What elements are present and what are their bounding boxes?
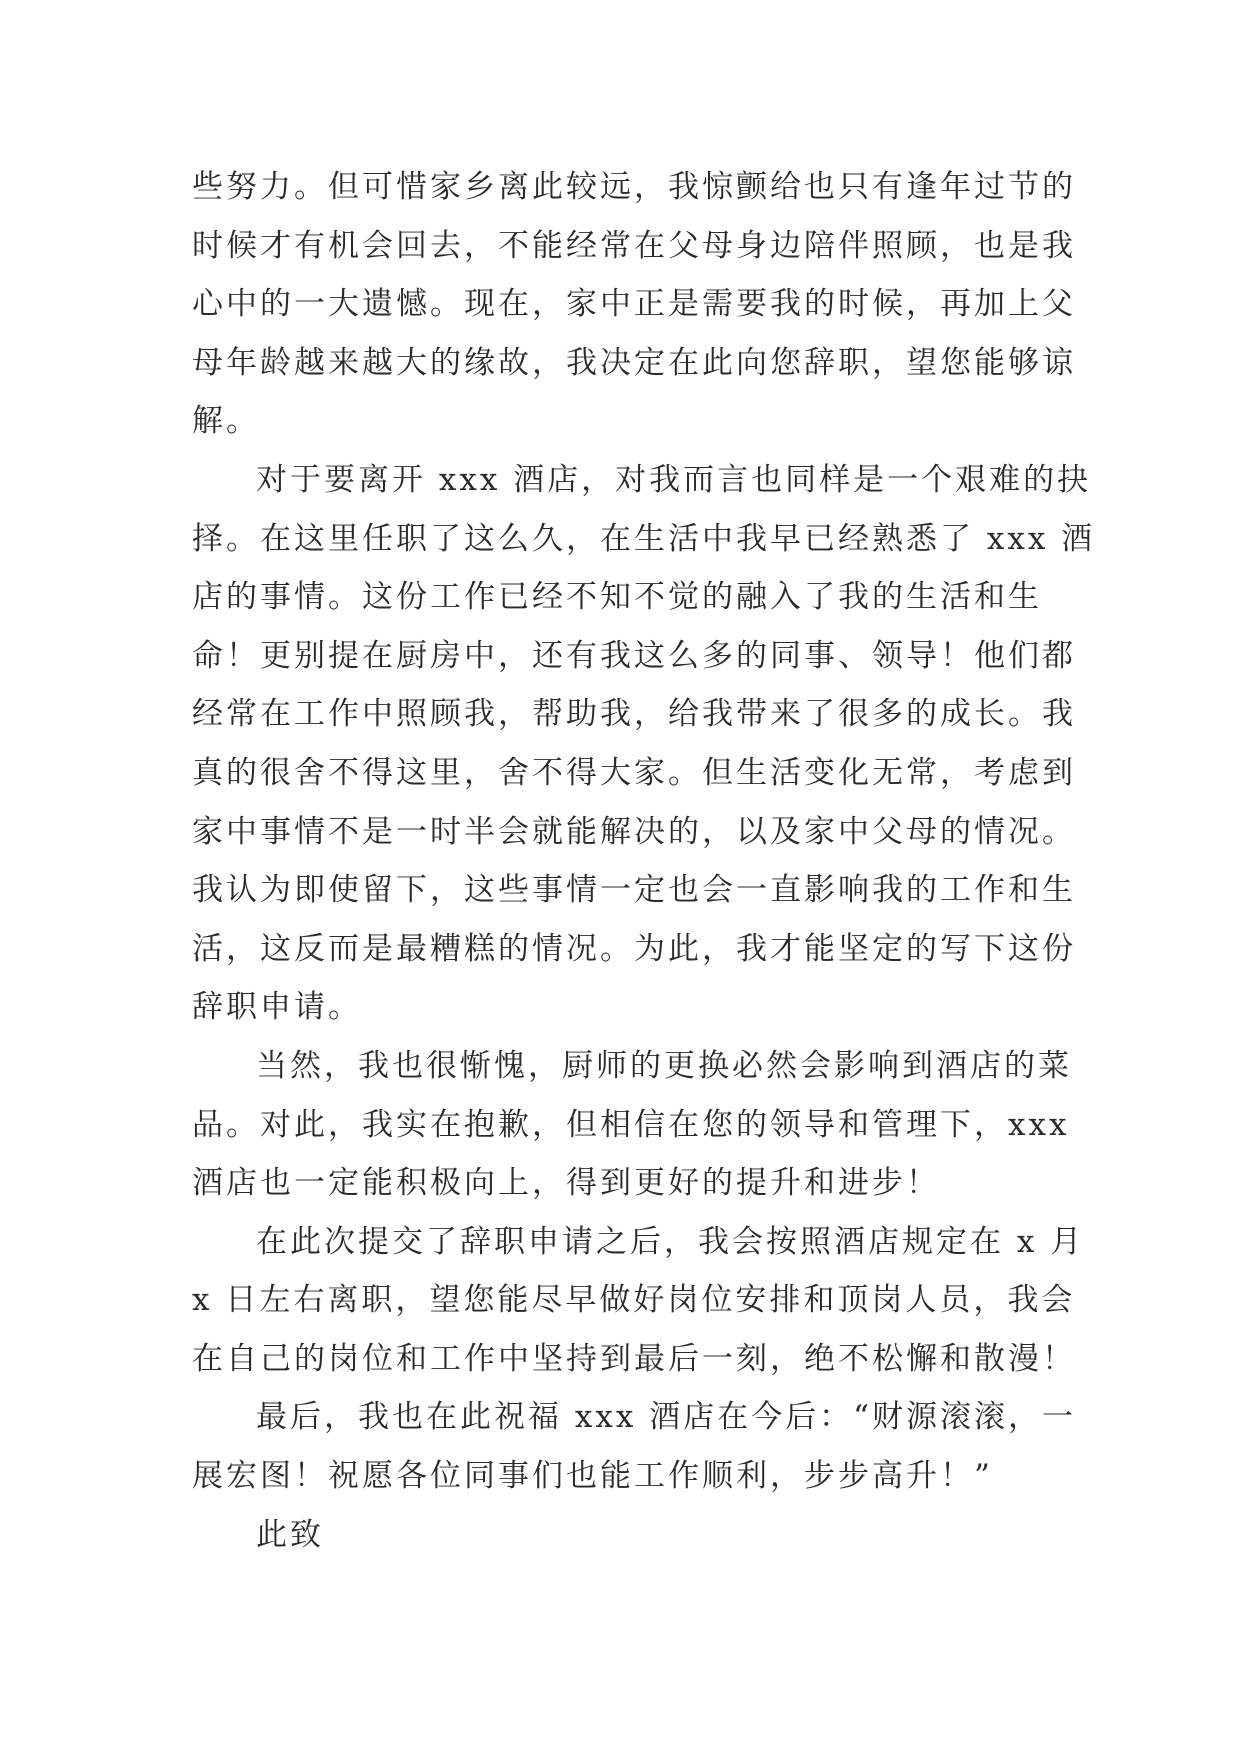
text-line: 家中事情不是一时半会就能解决的，以及家中父母的情况。 (192, 813, 1076, 850)
text-line: 解。 (192, 403, 260, 440)
text-line: 择。在这里任职了这么久，在生活中我早已经熟悉了 xxx 酒 (192, 520, 1096, 557)
text-line: 真的很舍不得这里，舍不得大家。但生活变化无常，考虑到 (192, 754, 1076, 791)
text-line: 些努力。但可惜家乡离此较远，我惊颤给也只有逢年过节的 (192, 169, 1076, 205)
text-line: 品。对此，我实在抱歉，但相信在您的领导和管理下，xxx (192, 1106, 1070, 1143)
text-line: 酒店也一定能积极向上，得到更好的提升和进步！ (192, 1165, 940, 1202)
text-line: 店的事情。这份工作已经不知不觉的融入了我的生活和生 (192, 579, 1042, 616)
text-line: 展宏图！祝愿各位同事们也能工作顺利，步步高升！” (192, 1458, 993, 1495)
text-line: 辞职申请。 (192, 989, 362, 1026)
text-line: 在此次提交了辞职申请之后，我会按照酒店规定在 x 月 (256, 1223, 1085, 1260)
text-line: 我认为即使留下，这些事情一定也会一直影响我的工作和生 (192, 872, 1076, 909)
text-line: 时候才有机会回去，不能经常在父母身边陪伴照顾，也是我 (192, 227, 1076, 264)
text-line: 对于要离开 xxx 酒店，对我而言也同样是一个艰难的抉 (256, 461, 1092, 498)
text-line: 当然，我也很惭愧，厨师的更换必然会影响到酒店的菜 (256, 1047, 1072, 1084)
text-line: 命！更别提在厨房中，还有我这么多的同事、领导！他们都 (192, 637, 1076, 674)
text-line: 活，这反而是最糟糕的情况。为此，我才能坚定的写下这份 (192, 930, 1076, 967)
text-line: 此致 (256, 1516, 324, 1553)
text-line: 经常在工作中照顾我，帮助我，给我带来了很多的成长。我 (192, 696, 1076, 733)
text-line: x 日左右离职，望您能尽早做好岗位安排和顶岗人员，我会 (192, 1282, 1076, 1319)
text-line: 心中的一大遗憾。现在，家中正是需要我的时候，再加上父 (192, 286, 1076, 323)
text-line: 最后，我也在此祝福 xxx 酒店在今后：“财源滚滚，一 (256, 1399, 1077, 1436)
text-line: 母年龄越来越大的缘故，我决定在此向您辞职，望您能够谅 (192, 344, 1076, 381)
text-line: 在自己的岗位和工作中坚持到最后一刻，绝不松懈和散漫！ (192, 1340, 1076, 1377)
letter-body (192, 158, 1096, 1564)
